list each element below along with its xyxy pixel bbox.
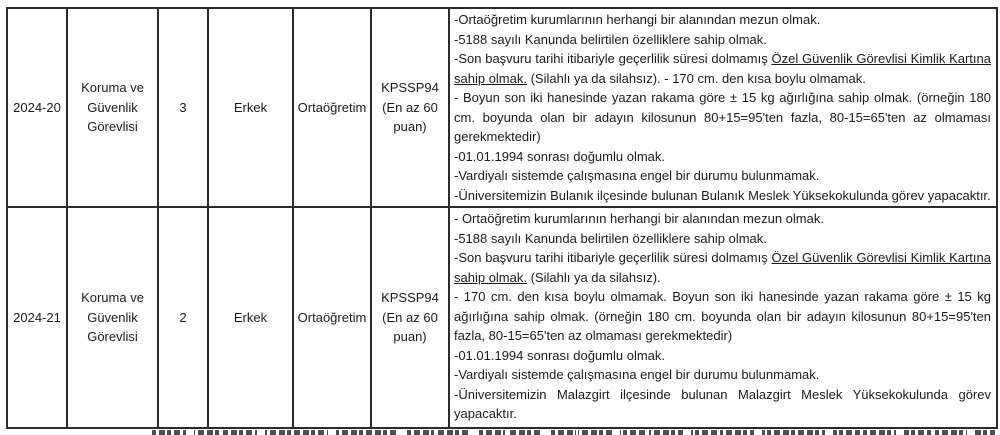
requirement-line: -Vardiyalı sistemde çalışmasına engel bir durumu bulunmamak. — [454, 367, 820, 382]
requirement-line: - Boyun son iki hanesinde yazan rakama göre ± 15 kg ağırlığına sahip olmak. (örneğin 180 cm. boyunda olan bir adayın kilosunun 80+15=95'ten fazla, 80-15=65'ten az olmaması gerekmektedir) — [454, 90, 991, 144]
requirement-line: -Üniversitemizin Malazgirt ilçesinde bulunan Malazgirt Meslek Yüksekokulunda görev yapacaktır. — [454, 386, 991, 421]
requirement-text: -Son başvuru tarihi itibariyle geçerlilik süresi dolmamış — [454, 250, 772, 265]
requirement-line: -01.01.1994 sonrası doğumlu olmak. — [454, 148, 666, 164]
education-level: Ortaöğretim — [293, 207, 371, 428]
requirement-text: (Silahlı ya da silahsız). — [526, 269, 661, 285]
underlined-phrase: Özel Güvenlik Görevlisi Kimlik Kartına sahip olmak. — [454, 51, 991, 86]
gender-requirement: Erkek — [208, 207, 293, 428]
requirement-line: -01.01.1994 sonrası doğumlu olmak. — [454, 347, 666, 363]
position-code: 2024-21 — [7, 207, 67, 428]
requirement-line: -Ortaöğretim kurumlarının herhangi bir alanından mezun olmak. — [454, 12, 821, 27]
table-row — [7, 8, 997, 207]
clipped-footnote-strip — [150, 430, 995, 435]
requirement-line: -5188 sayılı Kanunda belirtilen özelliklere sahip olmak. — [454, 31, 767, 47]
position-code: 2024-20 — [7, 8, 67, 207]
position-title: Koruma ve Güvenlik Görevlisi — [67, 207, 158, 428]
requirements-cell — [449, 8, 997, 207]
requirement-line: -Üniversitemizin Bulanık ilçesinde bulunan Bulanık Meslek Yüksekokulunda görev yapacaktır. — [454, 187, 991, 203]
position-count: 3 — [158, 8, 208, 207]
position-count: 2 — [158, 207, 208, 428]
position-title: Koruma ve Güvenlik Görevlisi — [67, 8, 158, 207]
gender-requirement: Erkek — [208, 8, 293, 207]
requirement-line: - Ortaöğretim kurumlarının herhangi bir alanından mezun olmak. — [454, 211, 824, 226]
requirement-line: - 170 cm. den kısa boylu olmamak. Boyun son iki hanesinde yazan rakama göre ± 15 kg ağırlığına sahip olmak. (örneğin 180 cm. boyunda olan bir adayın kilosunun 80+15=95'ten fazla, 80-15=65'ten az olmaması gerekmektedir) — [454, 289, 991, 343]
requirement-text: -Son başvuru tarihi itibariyle geçerlilik süresi dolmamış — [454, 51, 772, 66]
requirement-line: -Vardiyalı sistemde çalışmasına engel bir durumu bulunmamak. — [454, 168, 820, 183]
education-level: Ortaöğretim — [293, 8, 371, 207]
job-postings-table — [6, 7, 998, 429]
kpss-score-type: KPSSP94 (En az 60 puan) — [371, 8, 449, 207]
table-row — [7, 207, 997, 428]
kpss-score-type: KPSSP94 (En az 60 puan) — [371, 207, 449, 428]
requirement-line — [454, 248, 991, 287]
underlined-phrase: Özel Güvenlik Görevlisi Kimlik Kartına sahip olmak. — [454, 250, 991, 285]
requirement-line — [454, 49, 991, 88]
requirement-text: (Silahlı ya da silahsız). - 170 cm. den kısa boylu olmamak. — [526, 70, 866, 86]
requirements-cell — [449, 207, 997, 428]
requirement-line: -5188 sayılı Kanunda belirtilen özelliklere sahip olmak. — [454, 230, 767, 246]
